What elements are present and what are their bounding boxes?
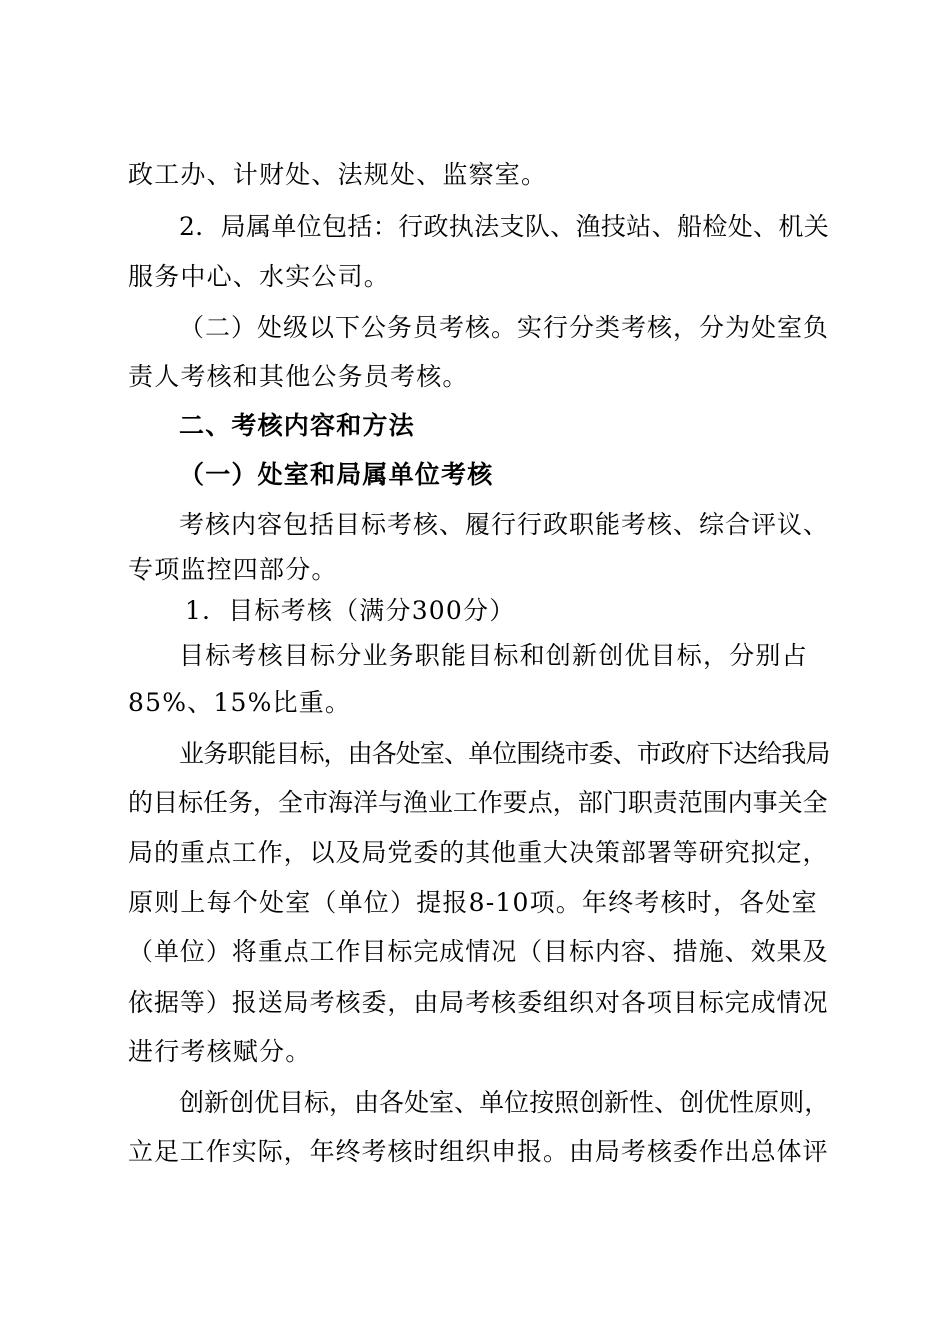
text-line-4: （二）处级以下公务员考核。实行分类考核，分为处室负 (179, 313, 829, 342)
text-line-5: 责人考核和其他公务员考核。 (128, 362, 469, 391)
text-line-18: 依据等）报送局考核委，由局考核委组织对各项目标完成情况 (128, 988, 828, 1017)
text-line-14: 的目标任务，全市海洋与渔业工作要点，部门职责范围内事关全 (128, 788, 828, 817)
text-line-1: 政工办、计财处、法规处、监察室。 (128, 160, 548, 189)
text-line-9: 专项监控四部分。 (128, 555, 338, 584)
text-line-13: 业务职能目标，由各处室、单位围绕市委、市政府下达给我局 (179, 739, 829, 768)
text-line-11: 目标考核目标分业务职能目标和创新创优目标，分别占 (179, 641, 808, 670)
text-line-2: 2．局属单位包括：行政执法支队、渔技站、船检处、机关 (179, 212, 829, 241)
section-heading: 二、考核内容和方法 (179, 411, 415, 440)
item-heading: 1．目标考核（满分300分） (185, 596, 516, 625)
text-line-20: 创新创优目标，由各处室、单位按照创新性、创优性原则， (179, 1088, 829, 1117)
text-line-15: 局的重点工作，以及局党委的其他重大决策部署等研究拟定， (128, 838, 828, 867)
text-line-17: （单位）将重点工作目标完成情况（目标内容、措施、效果及 (128, 937, 828, 966)
text-line-19: 进行考核赋分。 (128, 1037, 312, 1066)
text-line-8: 考核内容包括目标考核、履行行政职能考核、综合评议、 (179, 510, 829, 539)
text-line-12: 85%、15%比重。 (128, 688, 352, 717)
text-line-21: 立足工作实际，年终考核时组织申报。由局考核委作出总体评 (128, 1137, 828, 1166)
text-line-16: 原则上每个处室（单位）提报8-10项。年终考核时，各处室 (128, 888, 818, 917)
text-line-3: 服务中心、水实公司。 (128, 262, 391, 291)
subsection-heading: （一）处室和局属单位考核 (179, 460, 494, 489)
